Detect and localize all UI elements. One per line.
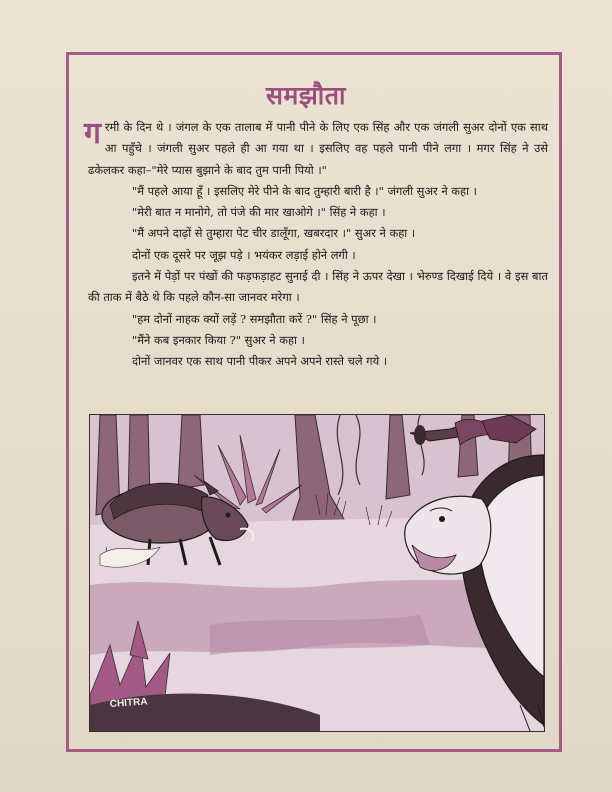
paragraph-1 <box>84 116 548 181</box>
paragraph-7: "हम दोनों नाहक क्यों लड़ें ? समझौता करें ?" सिंह ने पूछा । <box>132 311 377 326</box>
paragraph-1-text: रमी के दिन थे । जंगल के एक तालाब में पानी पीने के लिए एक सिंह और एक जंगली सुअर दोनों एक साथ आ पहुँचे । जंगली सुअर पहले ही आ गया था । इसलिए वह पहले पानी पीने लगा । मगर सिंह ने उसे ढकेलकर कहा–"मेरे प्यास बुझाने के बाद तुम पानी पियो ।" <box>88 120 548 177</box>
drop-cap: ग <box>84 116 101 151</box>
story-title: समझौता <box>266 81 346 110</box>
paragraph-2: "मैं पहले आया हूँ । इसलिए मेरे पीने के बाद तुम्हारी बारी है ।" जंगली सुअर ने कहा । <box>132 183 477 198</box>
paragraph-4: "मैं अपने दाढ़ों से तुम्हारा पेट चीर डालूँगा, खबरदार ।" सुअर ने कहा । <box>132 226 416 241</box>
paragraph-3: "मेरी बात न मानोगे, तो पंजे की मार खाओगे ।" सिंह ने कहा । <box>132 205 386 220</box>
paragraph-8: "मैंने कब इनकार किया ?" सुअर ने कहा । <box>132 332 305 347</box>
story-body <box>84 116 548 373</box>
paragraph-9: दोनों जानवर एक साथ पानी पीकर अपने अपने रास्ते चले गये । <box>132 354 388 369</box>
illustration-svg <box>90 415 544 731</box>
paragraph-5: दोनों एक दूसरे पर जूझ पड़े । भयंकर लड़ाई होने लगी । <box>132 247 356 262</box>
artist-signature: CHITRA <box>109 696 148 710</box>
paragraph-6: इतने में पेड़ों पर पंखों की फड़फड़ाहट सुनाई दी । सिंह ने ऊपर देखा । भेरुण्ड दिखाई दिये । वे इस बात की ताक में बैठे थे कि पहले कौन-सा जानवर मरेगा । <box>88 269 548 305</box>
story-illustration <box>89 414 545 732</box>
